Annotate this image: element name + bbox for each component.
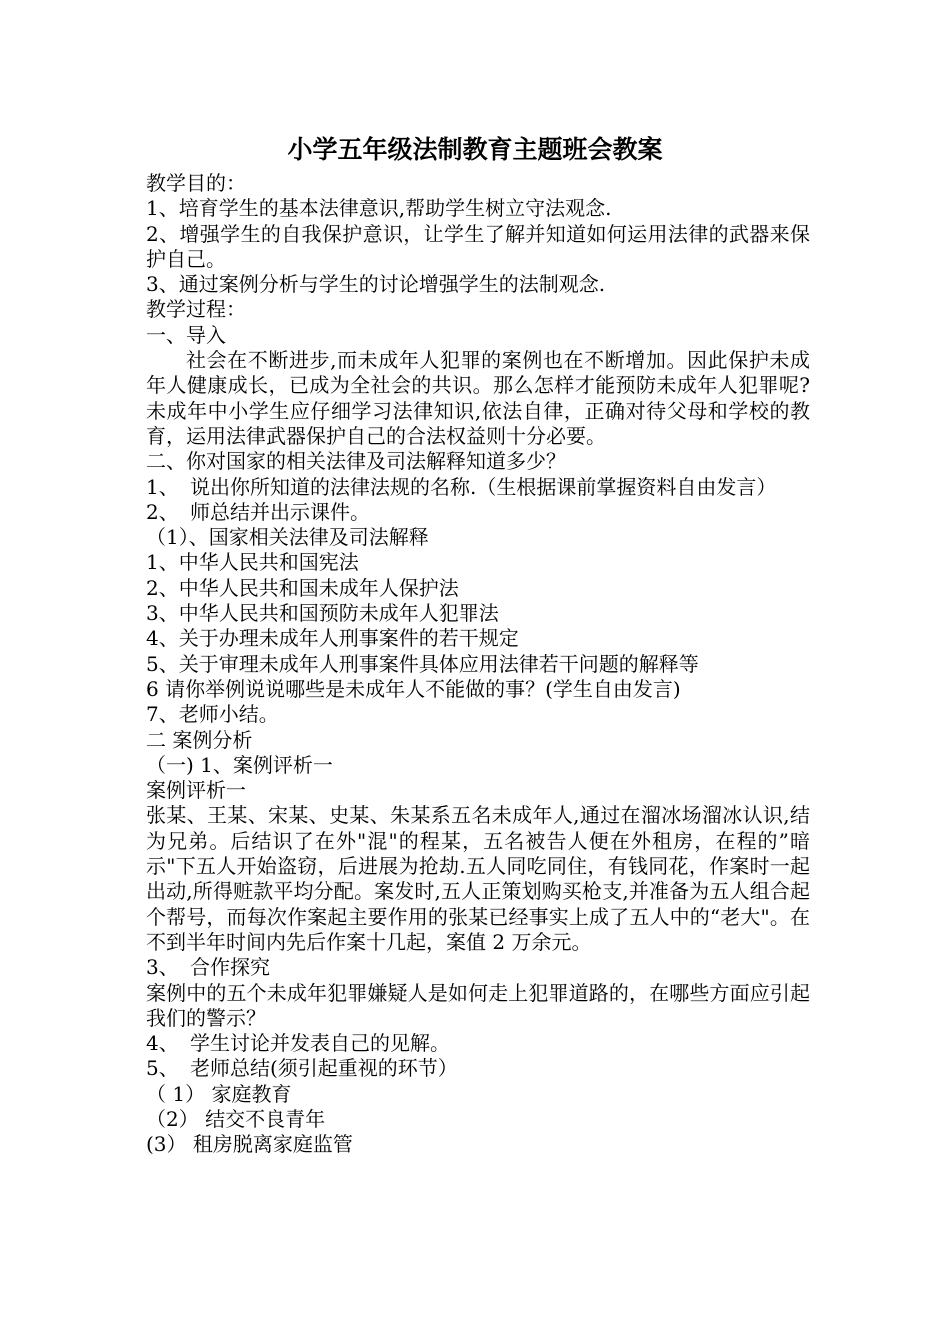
line-text: 合作探究: [190, 955, 270, 980]
line-number: 1、: [146, 474, 179, 499]
text-line: 6 请你举例说说哪些是未成年人不能做的事？(学生自由发言): [146, 676, 681, 701]
text-line: (3） 租房脱离家庭监管: [146, 1132, 353, 1157]
text-line: 教学过程：: [146, 297, 246, 322]
text-line: 二 案例分析: [146, 727, 253, 752]
text-line: 3、通过案例分析与学生的讨论增强学生的法制观念.: [146, 272, 606, 297]
text-line: 案例评析一: [146, 778, 246, 803]
line-number: 2、: [146, 499, 179, 524]
line-number: 3、: [146, 955, 179, 980]
text-line: 4、关于办理未成年人刑事案件的若干规定: [146, 626, 519, 651]
intro-paragraph: 社会在不断进步,而未成年人犯罪的案例也在不断增加。因此保护未成年人健康成长，已成为全社会的共识。那么怎样才能预防未成年人犯罪呢?未成年中小学生应仔细学习法律知识,依法自律，正确对待父母和学校的教育，运用法律武器保护自己的合法权益则十分必要。: [146, 348, 810, 448]
text-line: 案例中的五个未成年犯罪嫌疑人是如何走上犯罪道路的，在哪些方面应引起我们的警示？: [146, 980, 810, 1030]
text-line: 2、中华人民共和国未成年人保护法: [146, 575, 459, 600]
numbered-line: [146, 500, 810, 525]
line-number: 4、: [146, 1031, 179, 1056]
text-line: 一、导入: [146, 322, 226, 347]
text-line: （2） 结交不良青年: [146, 1106, 326, 1131]
text-line: 7、老师小结。: [146, 702, 279, 727]
line-text: 学生讨论并发表自己的见解。: [190, 1031, 450, 1056]
text-line: （一) 1、案例评析一: [146, 752, 333, 777]
document-body: [146, 171, 810, 1158]
line-text: 师总结并出示课件。: [190, 499, 370, 524]
numbered-line: [146, 475, 810, 500]
line-text: 老师总结(须引起重视的环节）: [190, 1056, 458, 1081]
text-line: 2、增强学生的自我保护意识，让学生了解并知道如何运用法律的武器来保护自己。: [146, 221, 810, 271]
document-title: 小学五年级法制教育主题班会教案: [287, 135, 663, 164]
text-line: 1、培育学生的基本法律意识,帮助学生树立守法观念.: [146, 196, 612, 221]
numbered-line: [146, 1031, 810, 1056]
line-number: 5、: [146, 1056, 179, 1081]
text-line: （ 1） 家庭教育: [146, 1081, 292, 1106]
numbered-line: [146, 1056, 810, 1081]
case-paragraph: 张某、王某、宋某、史某、朱某系五名未成年人,通过在溜冰场溜冰认识,结为兄弟。后结识了在外"混"的程某，五名被告人便在外租房，在程的”暗示"下五人开始盗窃，后进展为抢劫.五人同吃同住，有钱同花，作案时一起出动,所得赃款平均分配。案发时,五人正策划购买枪支,并准备为五人组合起个帮号，而每次作案起主要作用的张某已经事实上成了五人中的“老大"。在不到半年时间内先后作案十几起，案值 2 万余元。: [146, 803, 810, 954]
text-line: （1）、国家相关法律及司法解释: [146, 525, 429, 550]
line-text: 说出你所知道的法律法规的名称.（生根据课前掌握资料自由发言）: [190, 474, 777, 499]
text-line: 1、中华人民共和国宪法: [146, 550, 359, 575]
text-line: 3、中华人民共和国预防未成年人犯罪法: [146, 601, 499, 626]
text-line: 5、关于审理未成年人刑事案件具体应用法律若干问题的解释等: [146, 651, 699, 676]
text-line: 教学目的：: [146, 171, 246, 195]
text-line: 二、你对国家的相关法律及司法解释知道多少？: [146, 449, 566, 474]
numbered-line: [146, 955, 810, 980]
